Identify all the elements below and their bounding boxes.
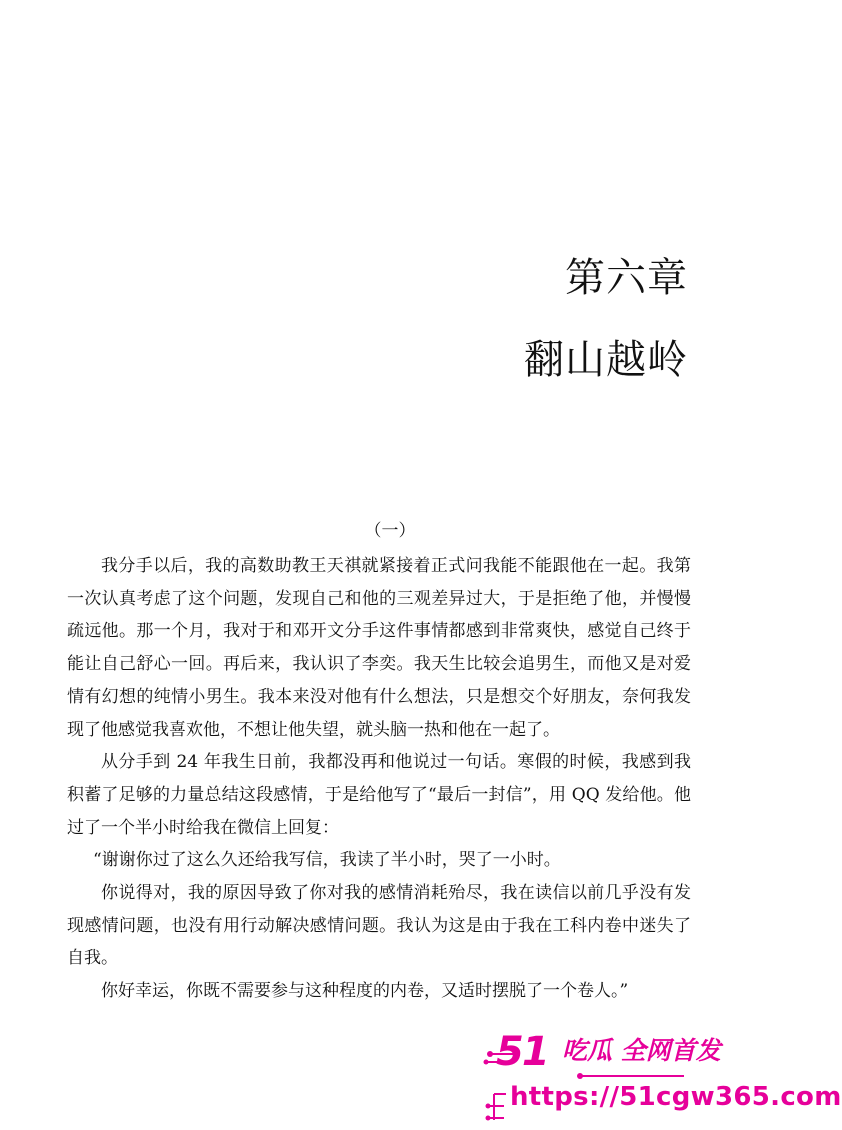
chapter-title: 翻山越岭 xyxy=(524,337,688,383)
paragraph: 从分手到 24 年我生日前，我都没再和他说过一句话。寒假的时候，我感到我积蓄了足够的力量总结这段感情，于是给他写了“最后一封信”，用 QQ 发给他。他过了一个半小时给我在微信上回复： xyxy=(67,752,691,838)
watermark xyxy=(484,1029,842,1124)
quoted-paragraph: “谢谢你过了这么久还给我写信，我读了半小时，哭了一小时。 xyxy=(93,850,561,871)
paragraph: 我分手以后，我的高数助教王天祺就紧接着正式问我能不能跟他在一起。我第一次认真考虑了这个问题，发现自己和他的三观差异过大，于是拒绝了他，并慢慢疏远他。那一个月，我对于和邓开文分手这件事情都感到非常爽快，感觉自己终于能让自己舒心一回。再后来，我认识了李奕。我天生比较会追男生，而他又是对爱情有幻想的纯情小男生。我本来没对他有什么想法，只是想交个好朋友，奈何我发现了他感觉我喜欢他，不想让他失望，就头脑一热和他在一起了。 xyxy=(67,556,691,740)
watermark-tagline: 吃瓜 全网首发 xyxy=(562,1036,721,1065)
chapter-number: 第六章 xyxy=(565,255,688,301)
body-text xyxy=(67,550,691,1008)
watermark-url: https://51cgw365.com xyxy=(510,1082,842,1112)
quoted-paragraph: 你说得对，我的原因导致了你对我的感情消耗殆尽，我在读信以前几乎没有发现感情问题，也没有用行动解决感情问题。我认为这是由于我在工科内卷中迷失了自我。 xyxy=(67,883,691,969)
watermark-number: 51 xyxy=(496,1029,548,1075)
quoted-paragraph: 你好幸运，你既不需要参与这种程度的内卷，又适时摆脱了一个卷人。” xyxy=(101,981,629,1002)
section-number: （一） xyxy=(364,521,416,541)
